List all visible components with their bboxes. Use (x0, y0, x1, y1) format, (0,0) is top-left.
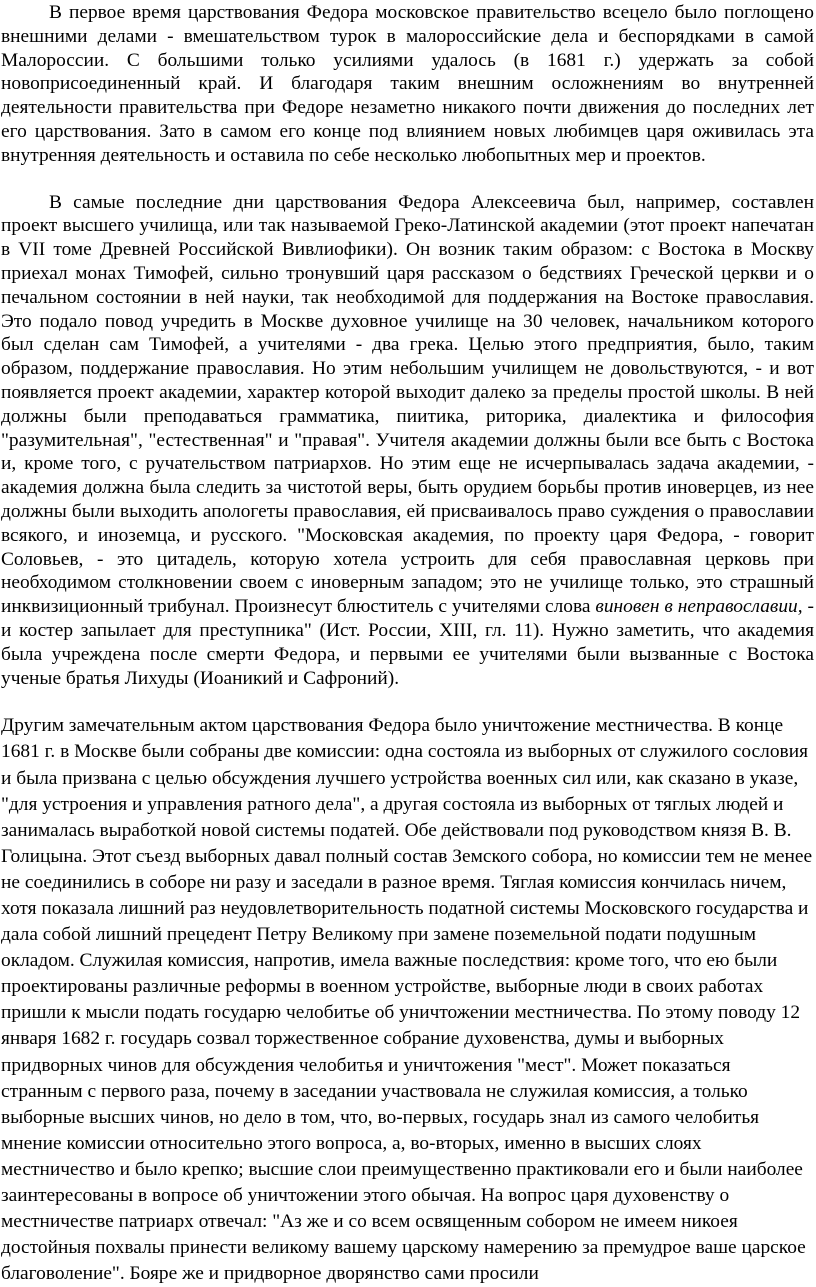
paragraph-abolition-of-mestnichestvo: Другим замечательным актом царствования Федора было уничтожение местничества. В конце 1681 г. в Москве были собраны две комиссии: одна состояла из выборных от служилого сословия и была призвана с целью обсуждения лучшего устройства военных сил или, как сказано в указе, "для устроения и управления ратного дела", а другая состояла из выборных от тяглых людей и занималась выработкой новой системы податей. Обе действовали под руководством князя В. В. Голицына. Этот съезд выборных давал полный состав Земского собора, но комиссии тем не менее не соединились в соборе ни разу и заседали в разное время. Тяглая комиссия кончилась ничем, хотя показала лишний раз неудовлетворительность податной системы Московского государства и дала собой лишний прецедент Петру Великому при замене поземельной подати подушным окладом. Служилая комиссия, напротив, имела важные последствия: кроме того, что ею были проектированы различные реформы в военном устройстве, выборные люди в своих работах пришли к мысли подать государю челобитье об уничтожении местничества. По этому поводу 12 января 1682 г. государь созвал торжественное собрание духовенства, думы и выборных придворных чинов для обсуждения челобитья и уничтожения "мест". Может показаться странным с первого раза, почему в заседании участвовала не служилая комиссия, а только выборные высших чинов, но дело в том, что, во-первых, государь знал из самого челобитья мнение комиссии относительно этого вопроса, а, во-вторых, именно в высших слоях местничество и было крепко; высшие слои преимущественно практиковали его и были наиболее заинтересованы в вопросе об уничтожении этого обычая. На вопрос царя духовенству о местничестве патриарх отвечал: "Аз же и со всем освященным собором не имеем никоея достойныя похвалы принести великому вашему царскому намерению за премудрое ваше царское благоволение". Бояре же и придворное дворянство сами просили (1, 715, 813, 1285)
academy-italic-quote: виновен в неправославии, (595, 596, 803, 618)
academy-text-after-quote: - и костер запылает для преступника" (Ист. России, XIII, гл. 11). Нужно заметить, что академия была учреждена после смерти Федора, и первыми ее учителями были вызванные с Востока ученые братья Лихуды (Иоаникий и Сафроний). (1, 596, 814, 689)
paragraph-early-reign: В первое время царствования Федора московское правительство всецело было поглощено внешними делами - вмешательством турок в малороссийские дела и беспорядками в самой Малороссии. С большими только усилиями удалось (в 1681 г.) удержать за собой новоприсоединенный край. И благодаря таким внешним осложнениям во внутренней деятельности правительства при Федоре незаметно никакого почти движения до последних лет его царствования. Зато в самом его конце под влиянием новых любимцев царя оживилась эта внутренняя деятельность и оставила по себе несколько любопытных мер и проектов. (1, 2, 814, 166)
academy-text-before-quote: В самые последние дни царствования Федора Алексеевича был, например, составлен проект высшего училища, или так называемой Греко-Латинской академии (этот проект напечатан в VII томе Древней Российской Вивлиофики). Он возник таким образом: с Востока в Москву приехал монах Тимофей, сильно тронувший царя рассказом о бедствиях Греческой церкви и о печальном состоянии в ней науки, так необходимой для поддержания на Востоке православия. Это подало повод учредить в Москве духовное училище на 30 человек, начальником которого был сделан сам Тимофей, а учителями - два грека. Целью этого предприятия, было, таким образом, поддержание православия. Но этим небольшим училищем не довольствуются, - и вот появляется проект академии, характер которой выходит далеко за пределы простой школы. В ней должны были преподаваться грамматика, пиитика, риторика, диалектика и философия "разумительная", "естественная" и "правая". Учителя академии должны были все быть с Востока и, кроме того, с ручательством патриархов. Но этим еще не исчерпывалась задача академии, - академия должна была следить за чистотой веры, быть орудием борьбы против иноверцев, из нее должны были выходить апологеты православия, ей присваивалось право суждения о православии всякого, и иноземца, и русского. "Московская академия, по проекту царя Федора, - говорит Соловьев, - это цитадель, которую хотела устроить для себя православная церковь при необходимом столкновении своем с иноверным западом; это не училище только, это страшный инквизиционный трибунал. Произнесут блюститель с учителями слова (1, 191, 814, 618)
paragraph-greco-latin-academy (1, 191, 814, 691)
